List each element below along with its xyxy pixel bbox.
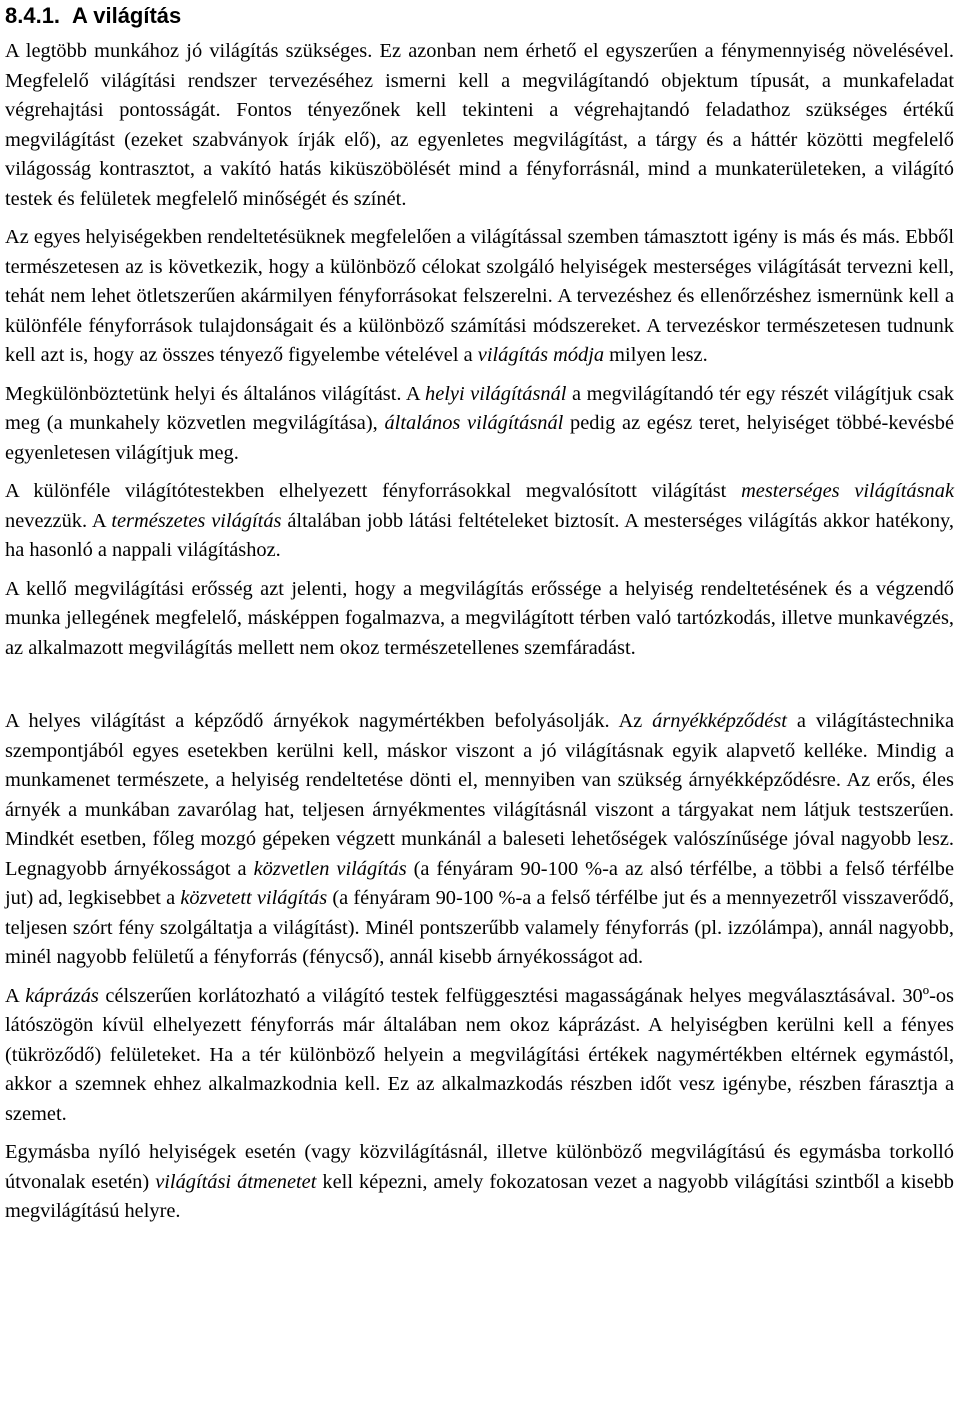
emphasis-term: általános világításnál <box>384 412 564 434</box>
emphasis-term: árnyékképződést <box>652 710 787 732</box>
emphasis-term: mesterséges világításnak <box>741 480 954 502</box>
emphasis-term: világítás módja <box>477 344 605 366</box>
paragraph-3: Megkülönböztetünk helyi és általános világítást. A helyi világításnál a megvilágítandó tér egy részét világítjuk csak meg (a munkahely közvetlen megvilágítása), általános világításnál pedig az egész teret, helyiséget többé-kevésbé egyenletesen világítjuk meg. <box>5 382 954 464</box>
paragraph-5: A kellő megvilágítási erősség azt jelenti, hogy a megvilágítás erőssége a helyiség rendeltetésének és a végzendő munka jellegének megfelelő, másképpen fogalmazva, a megvilágított térben való tartózkodás, illetve munkavégzés, az alkalmazott megvilágítás mellett nem okoz természetellenes szemfáradást. <box>5 577 954 659</box>
emphasis-term: káprázás <box>25 984 99 1007</box>
emphasis-term: közvetlen világítás <box>253 857 407 880</box>
paragraph-8: Egymásba nyíló helyiségek esetén (vagy közvilágításnál, illetve különböző megvilágítású és egymásba torkolló útvonalak esetén) világítási átmenetet kell képezni, amely fokozatosan vezet a nagyobb világítási szintből a kisebb megvilágítású helyre. <box>5 1141 954 1222</box>
emphasis-term: világítási átmenetet <box>155 1170 317 1193</box>
section-number: 8.4.1. <box>5 3 61 28</box>
emphasis-term: helyi világításnál <box>425 382 567 405</box>
paragraph-2: Az egyes helyiségekben rendeltetésüknek megfelelően a világítással szemben támasztott igény is más és más. Ebből természetesen az is következik, hogy a különböző célokat szolgáló helyiségek mesterséges világítását tervezni kell, tehát nem lehet ötletszerűen akármilyen fényforrásokat felszerelni. A tervezéshez és ellenőrzéshez ismernünk kell a különféle fényforrások tulajdonságait és a különböző számítási módszereket. A tervezéskor természetesen tudnunk kell azt is, hogy az összes tényező figyelembe vételével a világítás módja milyen lesz. <box>5 226 954 366</box>
emphasis-term: közvetett világítás <box>180 887 328 909</box>
emphasis-term: természetes világítás <box>111 509 282 532</box>
paragraph-6: A helyes világítást a képződő árnyékok nagymértékben befolyásolják. Az árnyékképződést a világítástechnika szempontjából egyes esetekben kerülni kell, máskor viszont a jó világításnak egyik alapvető kelléke. Mindig a munkamenet természete, a helyiség rendeltetése dönti el, mennyiben van szükség árnyékképződésre. Az erős, éles árnyék a munkában zavarólag hat, teljesen árnyékmentes világításnál viszont a tárgyakat nem látjuk testszerűen. Mindkét esetben, főleg mozgó gépeken végzett munkánál a baleseti lehetőségek valószínűsége jóval nagyobb lesz. Legnagyobb árnyékosságot a közvetlen világítás (a fényáram 90-100 %-a az alsó térfélbe, a többi a felső térfélbe jut) ad, legkisebbet a közvetett világítás (a fényáram 90-100 %-a a felső térfélbe jut és a mennyezetről visszaverődő, teljesen szórt fény szolgáltatja a világítást). Minél pontszerűbb valamely fényforrás (pl. izzólámpa), annál nagyobb, minél nagyobb felületű a fényforrás (fénycső), annál kisebb árnyékosságot ad. <box>5 710 955 968</box>
paragraph-7: A káprázás célszerűen korlátozható a világító testek felfüggesztési magasságának helyes megválasztásával. 30º-os látószögön kívül elhelyezett fényforrás már általában nem okoz káprázást. A helyiségben kerülni kell a fényes (tükröződő) felületeket. Ha a tér különböző helyein a megvilágítási értékek nagymértékben eltérnek egymástól, akkor a szemnek ehhez alkalmazkodnia kell. Ez az alkalmazkodás részben időt vesz igénybe, részben fárasztja a szemet. <box>5 984 954 1125</box>
section-heading <box>5 4 954 28</box>
section-title: A világítás <box>72 3 182 28</box>
paragraph-4: A különféle világítótestekben elhelyezett fényforrásokkal megvalósított világítást mesterséges világításnak nevezzük. A természetes világítás általában jobb látási feltételeket biztosít. A mesterséges világítás akkor hatékony, ha hasonló a nappali világításhoz. <box>5 480 954 561</box>
paragraph-1: A legtöbb munkához jó világítás szükséges. Ez azonban nem érhető el egyszerűen a fénymennyiség növelésével. Megfelelő világítási rendszer tervezéséhez ismerni kell a megvilágítandó objektum típusát, a munkafeladat végrehajtási pontosságát. Fontos tényezőnek kell tekinteni a végrehajtandó feladathoz szükséges értékű megvilágítást (ezeket szabványok írják elő), az egyenletes megvilágítást, a tárgy és a háttér közötti megfelelő világosság kontrasztot, a vakító hatás kiküszöbölését mind a fényforrásnál, mind a munkaterületeken, a világító testek és felületek megfelelő minőségét és színét. <box>5 40 954 210</box>
